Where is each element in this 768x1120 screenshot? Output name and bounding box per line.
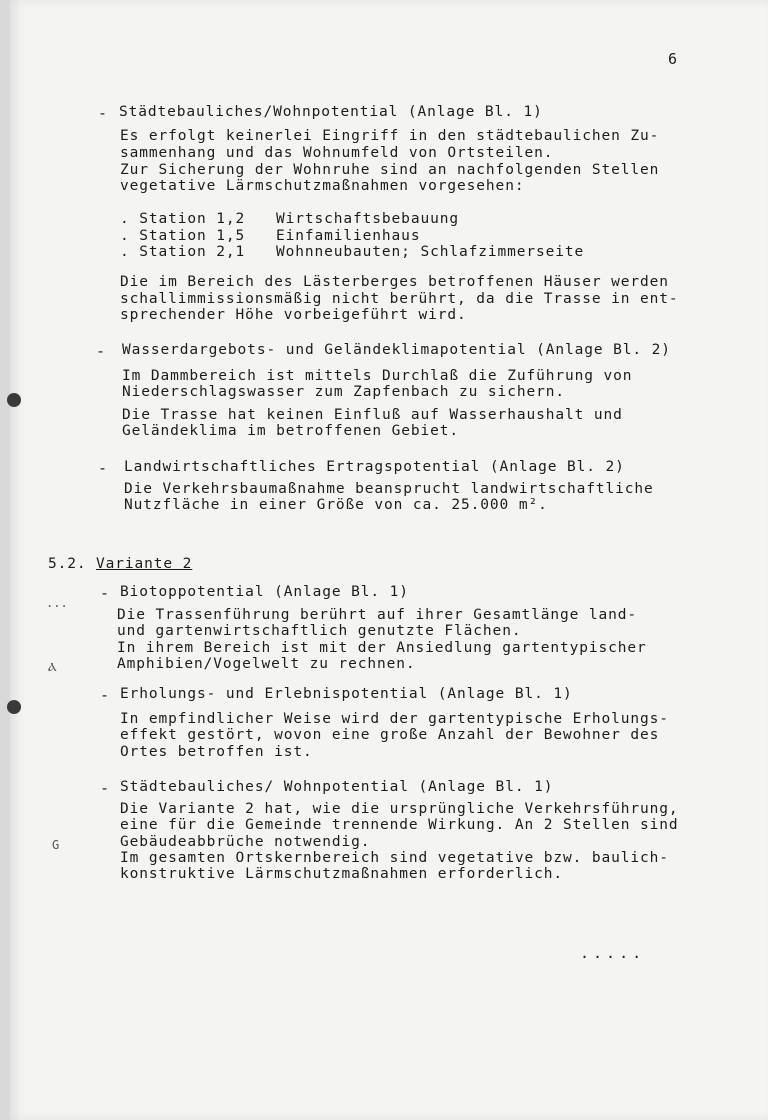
station-desc: Wohnneubauten; Schlafzimmerseite	[276, 244, 585, 260]
station-label: . Station 1,5	[120, 228, 246, 244]
bullet-dash: -	[98, 104, 108, 122]
paragraph-line: Die Trassenführung berührt auf ihrer Gesamtlänge land-	[117, 607, 638, 623]
margin-mark: Ⲁ	[48, 660, 57, 674]
paragraph-line: eine für die Gemeinde trennende Wirkung. An 2 Stellen sind	[120, 817, 679, 833]
paragraph-line: Es erfolgt keinerlei Eingriff in den städtebaulichen Zu-	[120, 128, 660, 144]
heading-staedtebau-2: Städtebauliches/ Wohnpotential (Anlage Bl. 1)	[120, 779, 554, 795]
margin-mark: G	[52, 838, 60, 852]
paragraph-line: Ortes betroffen ist.	[120, 744, 313, 760]
section-number: 5.2.	[48, 556, 87, 572]
station-label: . Station 2,1	[120, 244, 246, 260]
paragraph-line: Nutzfläche in einer Größe von ca. 25.000 m².	[124, 497, 548, 513]
paragraph-line: sprechender Höhe vorbeigeführt wird.	[120, 307, 467, 323]
heading-landwirtschaft: Landwirtschaftliches Ertragspotential (Anlage Bl. 2)	[124, 459, 625, 475]
station-desc: Einfamilienhaus	[276, 228, 421, 244]
paragraph-line: Niederschlagswasser zum Zapfenbach zu sichern.	[122, 384, 565, 400]
bullet-dash: -	[100, 686, 110, 704]
bullet-dash: -	[98, 459, 108, 477]
station-desc: Wirtschaftsbebauung	[276, 211, 459, 227]
page-number: 6	[668, 50, 678, 68]
paragraph-line: und gartenwirtschaftlich genutzte Flächen.	[117, 623, 522, 639]
bullet-dash: -	[100, 584, 110, 602]
bullet-dash: -	[96, 342, 106, 360]
heading-biotop: Biotoppotential (Anlage Bl. 1)	[120, 584, 409, 600]
heading-erholung: Erholungs- und Erlebnispotential (Anlage Bl. 1)	[120, 686, 573, 702]
margin-mark: ...	[46, 596, 68, 610]
paragraph-line: effekt gestört, wovon eine große Anzahl der Bewohner des	[120, 727, 660, 743]
paragraph-line: konstruktive Lärmschutzmaßnahmen erforderlich.	[120, 866, 563, 882]
bullet-dash: -	[100, 779, 110, 797]
paragraph-line: Im Dammbereich ist mittels Durchlaß die Zuführung von	[122, 368, 633, 384]
station-label: . Station 1,2	[120, 211, 246, 227]
punch-hole	[7, 700, 21, 714]
paragraph-line: Im gesamten Ortskernbereich sind vegetative bzw. baulich-	[120, 850, 669, 866]
paragraph-line: vegetative Lärmschutzmaßnahmen vorgesehen:	[120, 178, 525, 194]
heading-staedtebau-1: Städtebauliches/Wohnpotential (Anlage Bl. 1)	[119, 104, 543, 120]
document-page	[10, 0, 768, 1120]
paragraph-line: Geländeklima im betroffenen Gebiet.	[122, 423, 460, 439]
paragraph-line: sammenhang und das Wohnumfeld von Ortsteilen.	[120, 145, 554, 161]
section-title: Variante 2	[96, 556, 193, 572]
paragraph-line: Gebäudeabbrüche notwendig.	[120, 834, 371, 850]
paragraph-line: Die Variante 2 hat, wie die ursprüngliche Verkehrsführung,	[120, 801, 679, 817]
paragraph-line: Die Verkehrsbaumaßnahme beansprucht landwirtschaftliche	[124, 481, 654, 497]
paragraph-line: In ihrem Bereich ist mit der Ansiedlung gartentypischer	[117, 640, 647, 656]
paragraph-line: Amphibien/Vogelwelt zu rechnen.	[117, 656, 416, 672]
punch-hole	[7, 393, 21, 407]
paragraph-line: In empfindlicher Weise wird der gartentypische Erholungs-	[120, 711, 669, 727]
paragraph-line: Zur Sicherung der Wohnruhe sind an nachfolgenden Stellen	[120, 162, 660, 178]
heading-wasser: Wasserdargebots- und Geländeklimapotential (Anlage Bl. 2)	[122, 342, 671, 358]
paragraph-line: Die im Bereich des Lästerberges betroffenen Häuser werden	[120, 274, 669, 290]
continuation-dots: .....	[580, 944, 646, 962]
paragraph-line: Die Trasse hat keinen Einfluß auf Wasserhaushalt und	[122, 407, 623, 423]
paragraph-line: schallimmissionsmäßig nicht berührt, da die Trasse in ent-	[120, 291, 679, 307]
